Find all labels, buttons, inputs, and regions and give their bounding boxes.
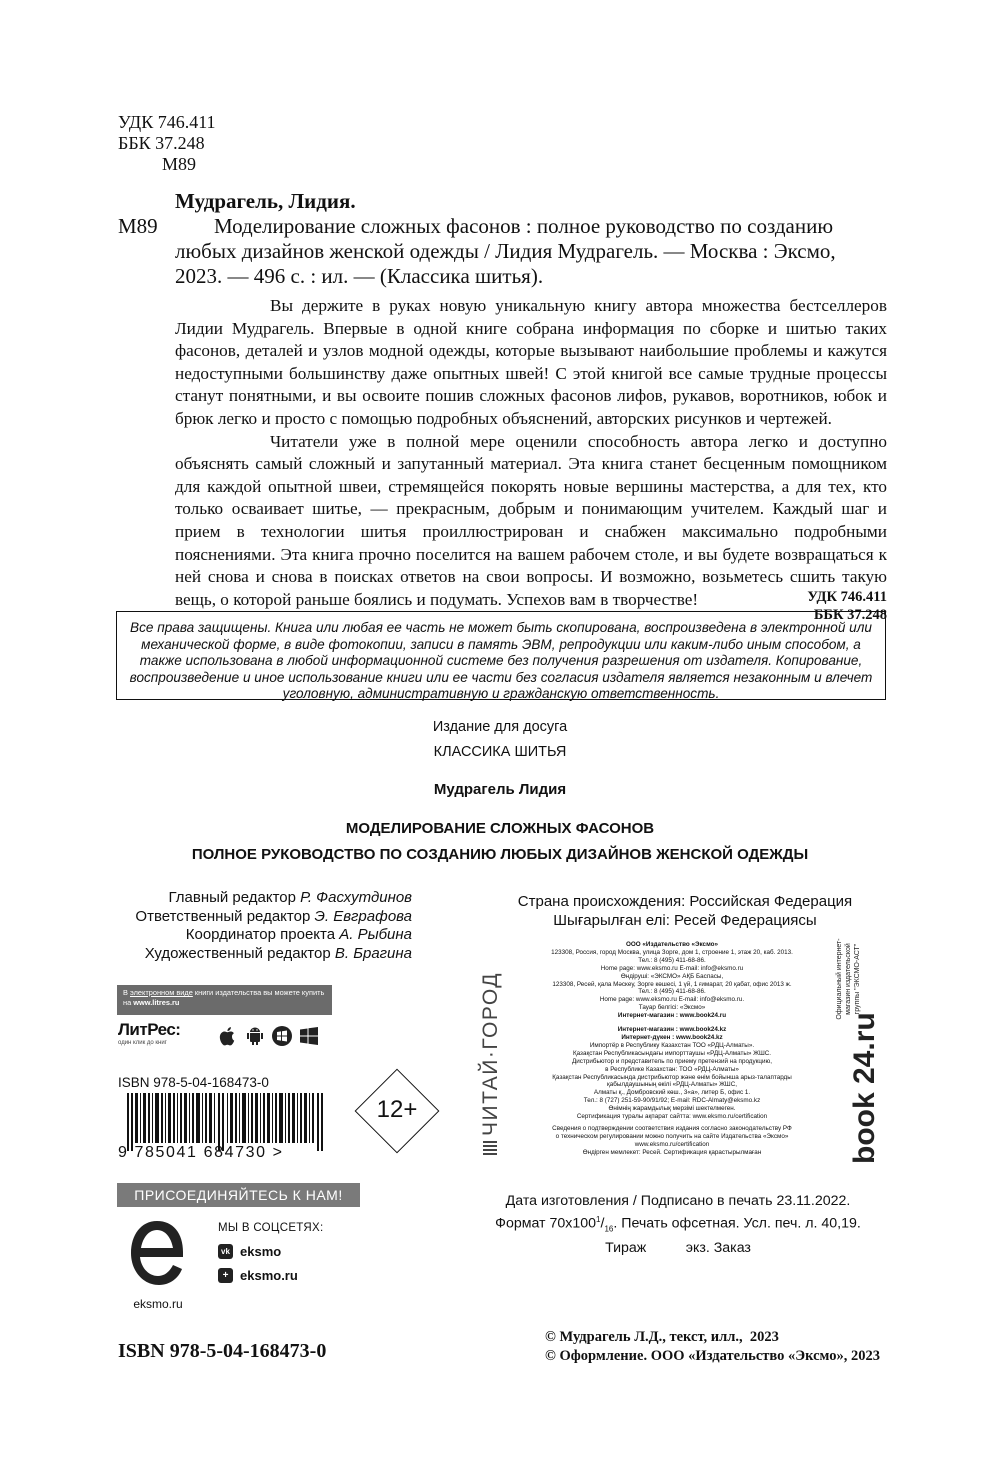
litres-site[interactable]: www.litres.ru	[133, 998, 180, 1007]
age-rating-text: 12+	[376, 1096, 418, 1123]
staff-line	[100, 945, 412, 964]
imprint-line: 123308, Ресей, қала Мәскеу, Зорге көшесі, 1 үй, 1 ғимарат, 20 қабат, офис 2013 ж.	[552, 980, 792, 988]
copyright-line-2: © Оформление. ООО «Издательство «Эксмо», 2023	[545, 1348, 880, 1364]
imprint-line: ООО «Издательство «Эксмо»	[625, 941, 718, 948]
litres-banner	[117, 985, 332, 1015]
plus-icon: +	[218, 1268, 233, 1283]
country-kz: Шығарылған елі: Ресей Федерациясы	[553, 912, 817, 929]
imprint-line: Тауар белгісі: «Эксмо»	[638, 1004, 706, 1012]
bib-line-3: 2023. — 496 с. : ил. — (Классика шитья).	[175, 264, 544, 288]
apple-icon	[217, 1025, 239, 1047]
barcode	[127, 1093, 327, 1151]
imprint-line: Сертификация туралы ақпарат сайтта: www.eksmo.ru/certification	[576, 1113, 768, 1121]
staff-role: Художественный редактор	[144, 944, 331, 962]
staff-credits	[100, 889, 412, 963]
imprint-block	[512, 941, 832, 1157]
staff-person: Э. Евграфова	[314, 907, 412, 925]
eksmo-logo-caption: eksmo.ru	[133, 1297, 183, 1311]
imprint-line: Тел.: 8 (495) 411-68-86.	[638, 956, 706, 964]
imprint-line: Интернет-дүкен : www.book24.kz	[621, 1033, 723, 1041]
staff-role: Ответственный редактор	[135, 907, 311, 925]
annotation-bbk: ББК 37.248	[813, 607, 887, 623]
eksmo-logo-icon	[127, 1215, 187, 1291]
staff-person: Р. Фасхутдинов	[300, 889, 412, 906]
book-title: МОДЕЛИРОВАНИЕ СЛОЖНЫХ ФАСОНОВ	[345, 820, 655, 837]
staff-line	[100, 926, 412, 945]
bib-line-1: Моделирование сложных фасонов : полное руководство по созданию	[214, 214, 834, 238]
udk-code: УДК 746.411	[118, 112, 216, 132]
bib-mark: М89	[118, 214, 158, 238]
vk-link[interactable]	[218, 1244, 281, 1259]
author-heading: Мудрагель, Лидия.	[175, 189, 356, 213]
print-format-numerator: 1	[596, 1214, 601, 1224]
imprint-line: Импортёр в Республику Казахстан ТОО «РДЦ-Алматы».	[589, 1041, 755, 1049]
series-name: КЛАССИКА ШИТЬЯ	[433, 744, 567, 760]
print-format-text: . Печать офсетная. Усл. печ. л. 40,19.	[613, 1215, 861, 1232]
vk-icon: vk	[218, 1244, 233, 1259]
chitai-gorod-text: ЧИТАЙ·ГОРОД	[479, 972, 502, 1136]
book24-note-box	[835, 938, 887, 1020]
staff-person: В. Брагина	[334, 944, 412, 962]
imprint-line: Қазақстан Республикасында дистрибьютор және өнім бойынша арыз-талаптарды	[552, 1073, 792, 1081]
print-info	[483, 1192, 873, 1257]
copyright-line-1: © Мудрагель Л.Д., текст, илл., 2023	[545, 1329, 779, 1345]
book24-note: Официальный интернет-магазин издательской группы "ЭКСМО-АСТ"	[836, 938, 861, 1020]
android-icon	[244, 1025, 266, 1047]
litres-tagline: один клик до книг	[118, 1040, 167, 1046]
eksmo-logo	[127, 1215, 187, 1291]
print-format: Формат $70х100^1/_{16}$. Печать офсетная. Усл. печ. л. 40,19.	[495, 1214, 861, 1234]
book24-logo: book 24.ru	[848, 1012, 881, 1164]
imprint-line: Home page: www.eksmo.ru E-mail: info@eksmo.ru	[600, 964, 744, 972]
edition-type: Издание для досуга	[432, 719, 568, 735]
bookshelf-icon	[483, 1139, 497, 1155]
social-heading: МЫ В СОЦСЕТЯХ:	[218, 1222, 324, 1234]
platform-icons	[217, 1025, 320, 1047]
vk-label: eksmo	[240, 1244, 282, 1259]
litres-logo	[118, 1020, 208, 1046]
author-name: Мудрагель Лидия	[433, 781, 567, 798]
imprint-line: Интернет-магазин : www.book24.ru	[617, 1012, 727, 1020]
imprint-line: в Республике Казахстан: ТОО «РДЦ-Алматы»	[605, 1065, 739, 1073]
bib-line-2: любых дизайнов женской одежды / Лидия Мудрагель. — Москва : Эксмо,	[175, 239, 836, 263]
imprint-line: Дистрибьютор и представитель по приему претензий на продукцию,	[572, 1057, 772, 1065]
staff-role: Главный редактор	[168, 889, 296, 906]
copyright-block	[545, 1328, 880, 1366]
litres-banner-text: В	[123, 988, 128, 997]
origin-block	[500, 892, 870, 930]
rights-notice: Все права защищены. Книга или любая ее часть не может быть скопирована, воспроизведена в электронной или механической форме, в виде фотокопии, записи в память ЭВМ, репродукции или каким-либо иным способом, а также использована в любой информационной системе без получения разрешения от издателя. Копирование, воспроизведение и иное использование книги или ее части без согласия издателя является незаконным и влечет уголовную, административную и гражданскую ответственность.	[116, 611, 886, 700]
isbn-bottom: ISBN 978-5-04-168473-0	[118, 1340, 327, 1362]
imprint-line: www.eksmo.ru/certification	[634, 1140, 710, 1148]
site-link[interactable]	[218, 1268, 298, 1283]
print-format-text: Формат 70х100	[495, 1215, 597, 1232]
barcode-isbn-label: ISBN 978-5-04-168473-0	[118, 1075, 269, 1090]
imprint-line: Өнімнің жарамдылық мерзімі шектелмеген.	[608, 1105, 736, 1113]
imprint-line: Тел.: 8 (727) 251-59-90/91/92; E-mail: RDC-Almaty@eksmo.kz	[583, 1097, 761, 1105]
book-subtitle: ПОЛНОЕ РУКОВОДСТВО ПО СОЗДАНИЮ ЛЮБЫХ ДИЗАЙНОВ ЖЕНСКОЙ ОДЕЖДЫ	[191, 846, 809, 863]
windows-phone-icon	[271, 1025, 293, 1047]
print-date: Дата изготовления / Подписано в печать 23.11.2022.	[505, 1193, 851, 1209]
staff-person: А. Рыбина	[339, 926, 412, 944]
imprint-line: Қазақстан Республикасындағы импорттаушы «РДЦ-Алматы» ЖШС.	[572, 1049, 772, 1057]
staff-line	[100, 908, 412, 927]
age-rating-badge	[354, 1068, 440, 1154]
litres-logo-text: ЛитРес:	[118, 1020, 181, 1039]
bbk-code: ББК 37.248	[118, 133, 205, 153]
imprint-line: Home page: www.eksmo.ru E-mail: info@eksmo.ru.	[599, 996, 745, 1004]
join-banner: ПРИСОЕДИНЯЙТЕСЬ К НАМ!	[117, 1183, 360, 1207]
imprint-line: 123308, Россия, город Москва, улица Зорге, дом 1, строение 1, этаж 20, каб. 2013.	[551, 948, 793, 956]
imprint-line: қабылдаушының өкілі «РДЦ-Алматы» ЖШС,	[606, 1081, 737, 1089]
imprint-line: Сведения о подтверждении соответствия издания согласно законодательству РФ	[552, 1124, 792, 1132]
country-ru: Страна происхождения: Российская Федерация	[517, 893, 853, 910]
litres-banner-link[interactable]: электронном виде	[130, 988, 193, 997]
annotation-paragraph-1: Вы держите в руках новую уникальную книгу автора множества бестселлеров Лидии Мудрагель. Впервые в одной книге собрана информация по сборке и шитью таких фасонов, деталей и узлов модной одежды, которые вызывают наибольшие проблемы и кажутся недоступными большинству даже опытных швей! С этой книгой все самые трудные процессы станут понятными, и вы освоите пошив сложных фасонов лифов, рукавов, воротников, юбок и брюк легко и просто с помощью подробных объяснений, авторских рисунков и чертежей.	[175, 296, 887, 428]
imprint-line: Алматы қ., Домбровский көш., 3«а», литер Б, офис 1.	[593, 1089, 751, 1097]
chitai-gorod-logo	[479, 972, 503, 1155]
site-label: eksmo.ru	[240, 1268, 298, 1283]
staff-line	[100, 889, 412, 908]
staff-role: Координатор проекта	[185, 926, 336, 944]
print-format-denominator: 16	[604, 1224, 614, 1234]
imprint-line: о техническом регулировании можно получить на сайте Издательства «Эксмо»	[555, 1132, 789, 1140]
imprint-line: Өндірген мемлекет: Ресей. Сертификация қарастырылмаған	[582, 1148, 762, 1156]
imprint-line: Өндіруші: «ЭКСМО» АҚБ Баспасы,	[620, 972, 724, 980]
windows-icon	[298, 1025, 320, 1047]
classification-block	[118, 112, 216, 175]
barcode-digits: 9 785041 684730 >	[118, 1144, 284, 1161]
author-mark: М89	[162, 154, 197, 174]
annotation-udk: УДК 746.411	[807, 589, 887, 605]
imprint-line: Интернет-магазин : www.book24.kz	[617, 1026, 727, 1034]
annotation	[175, 295, 887, 611]
litres-banner-text: книги издательства вы можете купить на	[123, 988, 325, 1007]
imprint-line: Тел.: 8 (495) 411-68-86.	[638, 988, 706, 996]
annotation-paragraph-2: Читатели уже в полной мере оценили способность автора легко и доступно объяснять самый сложный и запутанный материал. Эта книга станет бесценным помощником для каждой опытной швеи, стремящейся покорять новые вершины мастерства, а для тех, кто только осваивает шитье, — прекрасным, добрым и понимающим учителем. Каждый шаг и прием в технологии шитья проиллюстрирован и снабжен максимально подробными пояснениями. Эта книга прочно поселится на вашем рабочем столе, и вы будете возвращаться к ней снова и снова в поисках ответов на свои вопросы. И возможно, возьметесь сшить такую вещь, о которой раньше боялись и подумать. Успехов вам в творчестве!	[175, 431, 887, 609]
print-run: Тираж экз. Заказ	[605, 1239, 751, 1256]
